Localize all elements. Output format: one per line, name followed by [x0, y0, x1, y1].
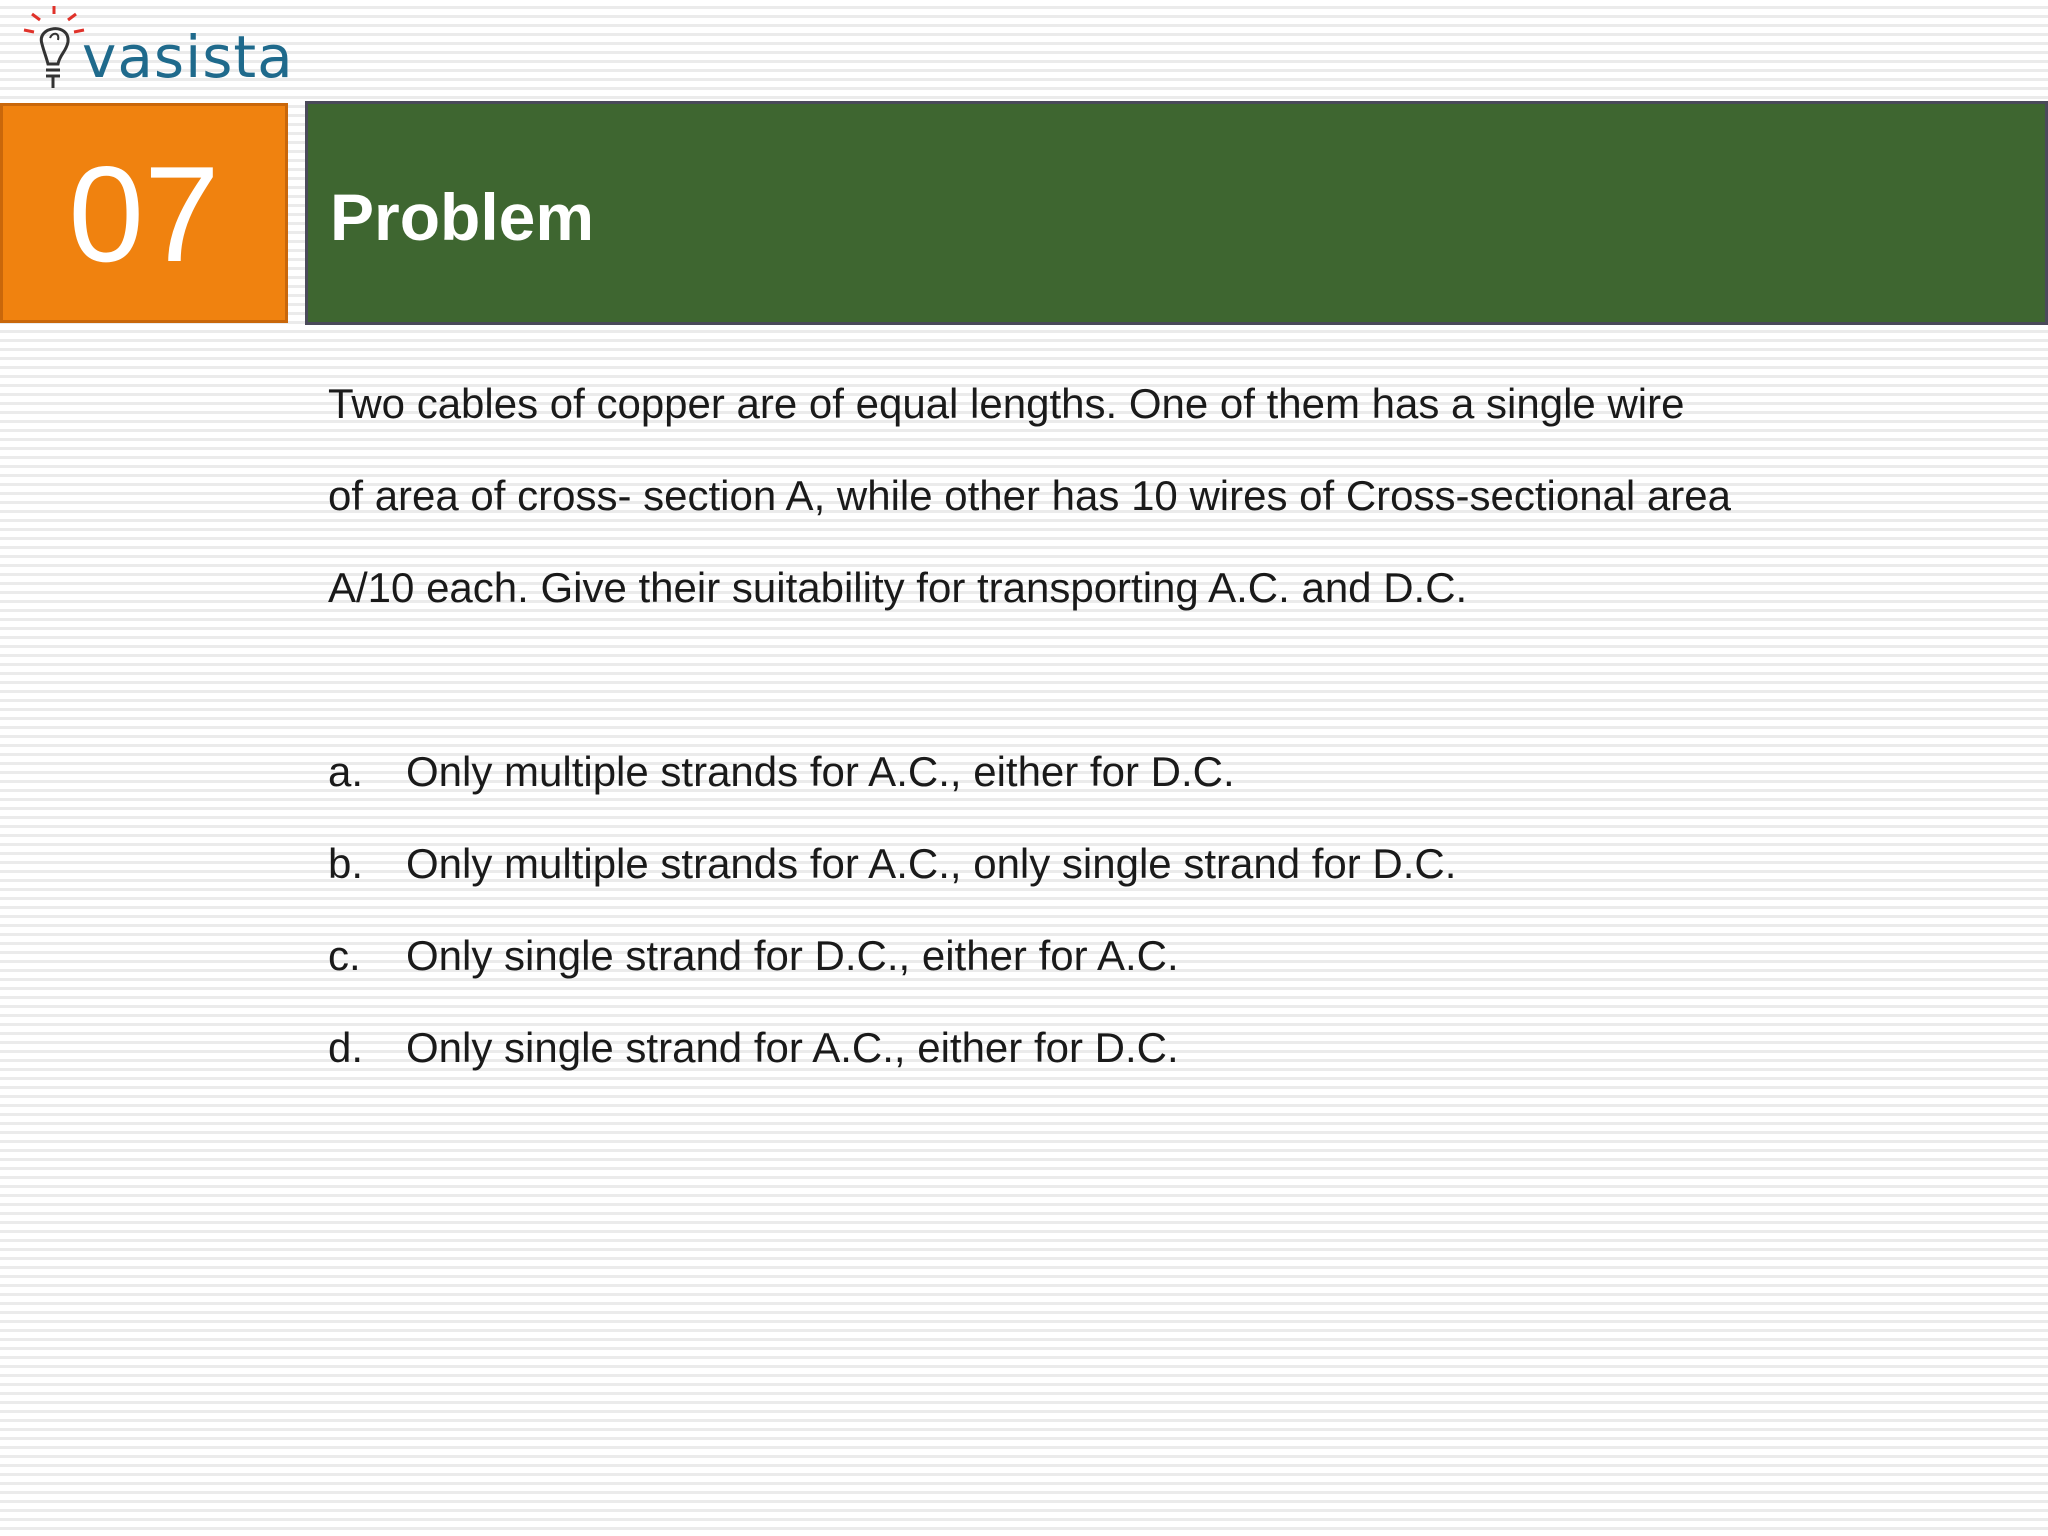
question-text — [328, 358, 1988, 634]
slide-number-box — [0, 103, 288, 323]
option-text: Only single strand for D.C., either for A.C. — [406, 932, 1179, 979]
options-list — [328, 726, 2028, 1094]
option-letter: d. — [328, 1024, 364, 1071]
question-line-3: A/10 each. Give their suitability for transporting A.C. and D.C. — [328, 564, 1468, 611]
option-letter: c. — [328, 932, 361, 979]
logo-wordmark: vasista — [82, 23, 294, 91]
problem-content — [328, 358, 2028, 1094]
slide-number: 07 — [68, 138, 220, 290]
option-letter: a. — [328, 748, 364, 795]
vasista-logo — [18, 4, 294, 96]
option-text: Only multiple strands for A.C., either for D.C. — [406, 748, 1235, 795]
option-b — [328, 818, 2028, 910]
option-letter: b. — [328, 840, 364, 887]
option-d — [328, 1002, 2028, 1094]
option-c — [328, 910, 2028, 1002]
option-text: Only multiple strands for A.C., only single strand for D.C. — [406, 840, 1457, 887]
question-line-1: Two cables of copper are of equal lengths. One of them has a single wire — [328, 380, 1685, 427]
option-text: Only single strand for A.C., either for D.C. — [406, 1024, 1179, 1071]
page-title: Problem — [330, 180, 595, 254]
title-bar — [305, 101, 2048, 325]
question-line-2: of area of cross- section A, while other has 10 wires of Cross-sectional area — [328, 472, 1731, 519]
option-a — [328, 726, 2028, 818]
